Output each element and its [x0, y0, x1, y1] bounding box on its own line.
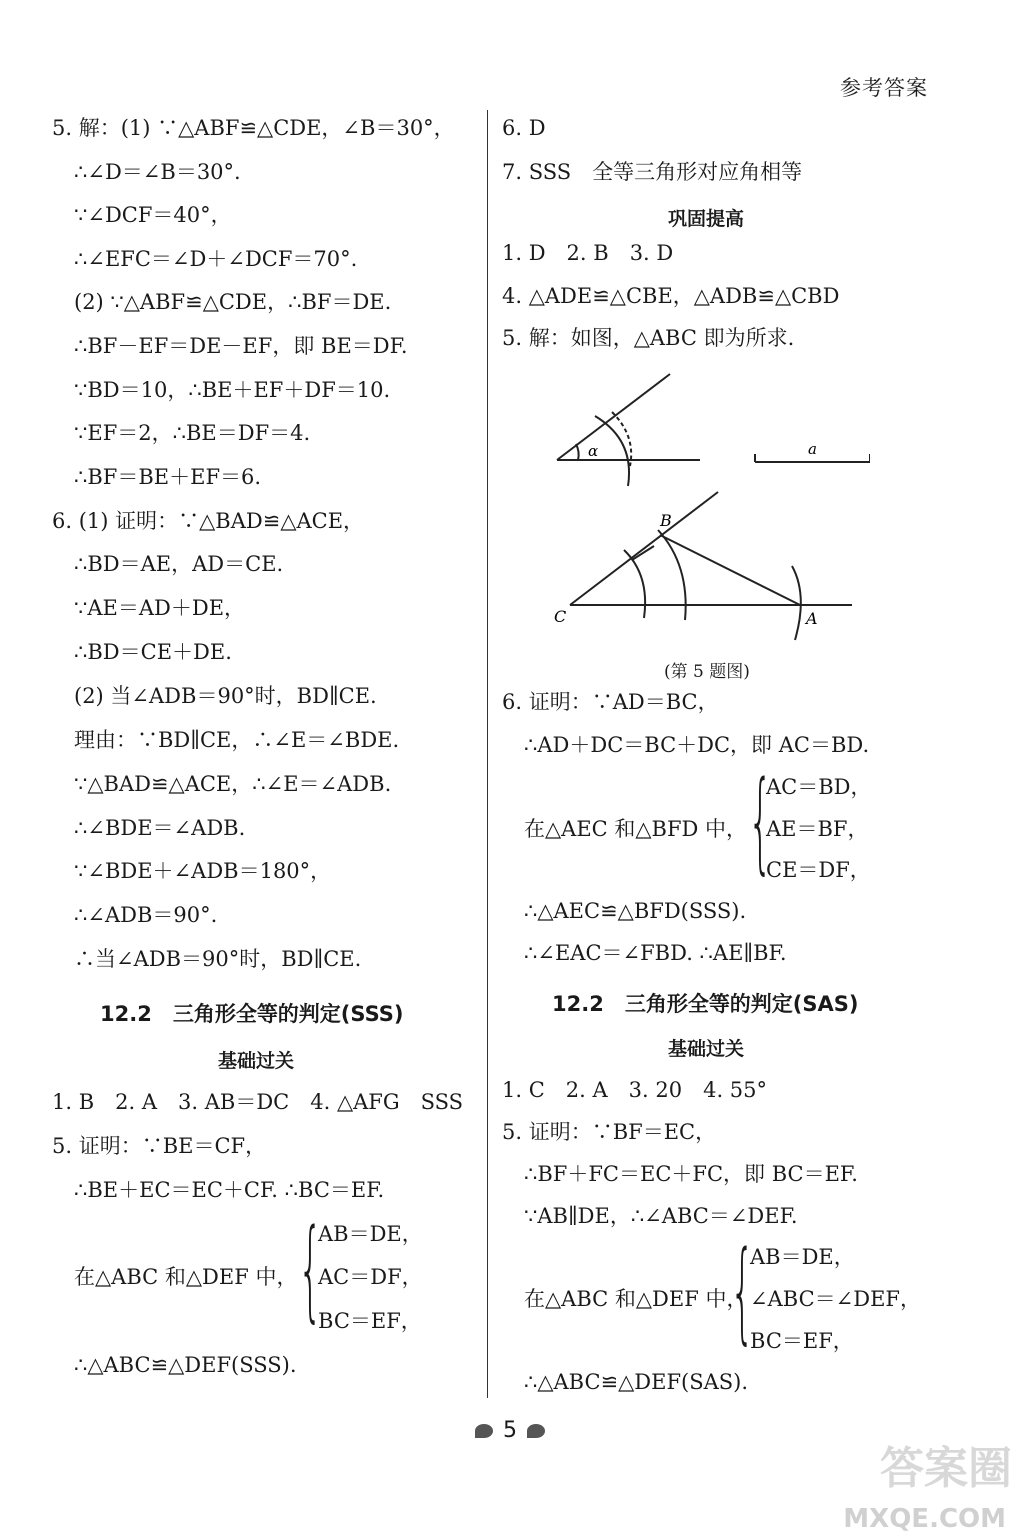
point-B: B	[660, 511, 672, 530]
brace: {	[730, 1227, 755, 1355]
l6-line: ∴当∠ADB＝90°时，BD∥CE.	[74, 947, 362, 971]
angle-ray	[557, 374, 670, 460]
l5-line: ∴∠EFC＝∠D＋∠DCF＝70°.	[74, 247, 358, 271]
watermark-logo: 答案圈	[880, 1443, 1012, 1494]
leaf-icon	[527, 1424, 545, 1438]
l6-line: ∵∠BDE＋∠ADB＝180°，	[74, 859, 332, 883]
l5b-conclusion: ∴△ABC≌△DEF(SSS).	[74, 1353, 297, 1377]
system-line: CE＝DF，	[766, 858, 871, 882]
l5-line: ∵EF＝2，∴BE＝DF＝4.	[74, 421, 311, 445]
l6-line: ∵△BAD≌△ACE，∴∠E＝∠ADB.	[74, 772, 392, 796]
figure-caption: (第 5 题图)	[664, 662, 750, 682]
l6-line: ∵AE＝AD＋DE，	[74, 596, 246, 620]
system-line: AE＝BF，	[766, 817, 869, 841]
r6-line: ∴AD＋DC＝BC＋DC，即 AC＝BD.	[524, 733, 870, 757]
l6-line: ∴BD＝CE＋DE.	[74, 640, 232, 664]
subsection-basic-2: 基础过关	[668, 1038, 745, 1060]
page-footer	[0, 1418, 1020, 1443]
a-label: a	[808, 440, 817, 458]
system-line: ∠ABC＝∠DEF，	[750, 1287, 921, 1311]
r5-conclusion: ∴△ABC≌△DEF(SAS).	[524, 1370, 749, 1394]
answers-line: 1. B 2. A 3. AB＝DC 4. △AFG SSS	[52, 1090, 464, 1114]
l5b-line: 5. 证明：∵BE＝CF，	[52, 1134, 267, 1158]
r5-line: 5. 证明：∵BF＝EC，	[502, 1120, 717, 1144]
system-line: AC＝DF，	[318, 1265, 423, 1289]
alpha-label: α	[588, 442, 599, 460]
angle-mark	[576, 444, 579, 460]
l6-line: 理由：∵BD∥CE，∴∠E＝∠BDE.	[74, 728, 400, 752]
r-line: 5. 解：如图，△ABC 即为所求.	[502, 326, 795, 350]
r5-line: ∴BF＋FC＝EC＋FC，即 BC＝EF.	[524, 1162, 858, 1186]
l5b-line: ∴BE＋EC＝EC＋CF. ∴BC＝EF.	[74, 1178, 385, 1202]
r6-conclusion: ∴△AEC≌△BFD(SSS).	[524, 899, 747, 923]
watermark-url: MXQE.COM	[843, 1504, 1006, 1534]
subsection-basic: 基础过关	[218, 1050, 295, 1072]
r-line: 4. △ADE≌△CBE，△ADB≌△CBD	[502, 284, 840, 308]
l6-line: ∴BD＝AE，AD＝CE.	[74, 552, 284, 576]
system-line: AC＝BD，	[766, 775, 872, 799]
l6-line: ∴∠BDE＝∠ADB.	[74, 816, 246, 840]
r6-line: 6. 证明：∵AD＝BC，	[502, 690, 719, 714]
construction-figure	[540, 370, 870, 680]
l5b-in-text: 在△ABC 和△DEF 中，	[74, 1265, 298, 1289]
point-C: C	[554, 607, 567, 626]
section-title-sss: 12.2 三角形全等的判定(SSS)	[100, 1002, 404, 1026]
system-line: AB＝DE，	[750, 1245, 855, 1269]
r-line: 7. SSS 全等三角形对应角相等	[502, 160, 803, 184]
page-number: 5	[503, 1418, 517, 1443]
l6-line: ∴∠ADB＝90°.	[74, 903, 218, 927]
r6-in-text: 在△AEC 和△BFD 中，	[524, 817, 748, 841]
arc	[658, 530, 686, 620]
brace: {	[748, 757, 773, 885]
l5-line: ∵BD＝10，∴BE＋EF＋DF＝10.	[74, 378, 391, 402]
r-line: 1. D 2. B 3. D	[502, 241, 674, 265]
l5-line: ∴∠D＝∠B＝30°.	[74, 160, 241, 184]
column-divider	[487, 110, 488, 1398]
r6-conclusion: ∴∠EAC＝∠FBD. ∴AE∥BF.	[524, 941, 787, 965]
l5-line: ∵∠DCF＝40°，	[74, 203, 232, 227]
r-answers2: 1. C 2. A 3. 20 4. 55°	[502, 1078, 768, 1102]
page-header: 参考答案	[840, 76, 928, 100]
system-line: BC＝EF，	[318, 1309, 422, 1333]
r5-line: ∵AB∥DE，∴∠ABC＝∠DEF.	[524, 1204, 798, 1228]
brace: {	[298, 1205, 323, 1333]
leaf-icon	[475, 1424, 493, 1438]
system-line: BC＝EF，	[750, 1329, 854, 1353]
l5-line: (2) ∵△ABF≌△CDE，∴BF＝DE.	[74, 290, 392, 314]
subsection-improve: 巩固提高	[668, 208, 745, 230]
section-title-sas: 12.2 三角形全等的判定(SAS)	[552, 992, 859, 1016]
point-A: A	[806, 609, 818, 628]
r5-in-text: 在△ABC 和△DEF 中，	[524, 1287, 748, 1311]
l5-line: ∴BF－EF＝DE－EF，即 BE＝DF.	[74, 334, 408, 358]
l6-line: (2) 当∠ADB＝90°时，BD∥CE.	[74, 684, 377, 708]
l5-line: ∴BF＝BE＋EF＝6.	[74, 465, 262, 489]
r-line: 6. D	[502, 116, 546, 140]
l5-line: 5. 解：(1) ∵△ABF≌△CDE，∠B＝30°，	[52, 116, 455, 140]
l6-line: 6. (1) 证明：∵△BAD≌△ACE，	[52, 509, 365, 533]
system-line: AB＝DE，	[318, 1222, 423, 1246]
